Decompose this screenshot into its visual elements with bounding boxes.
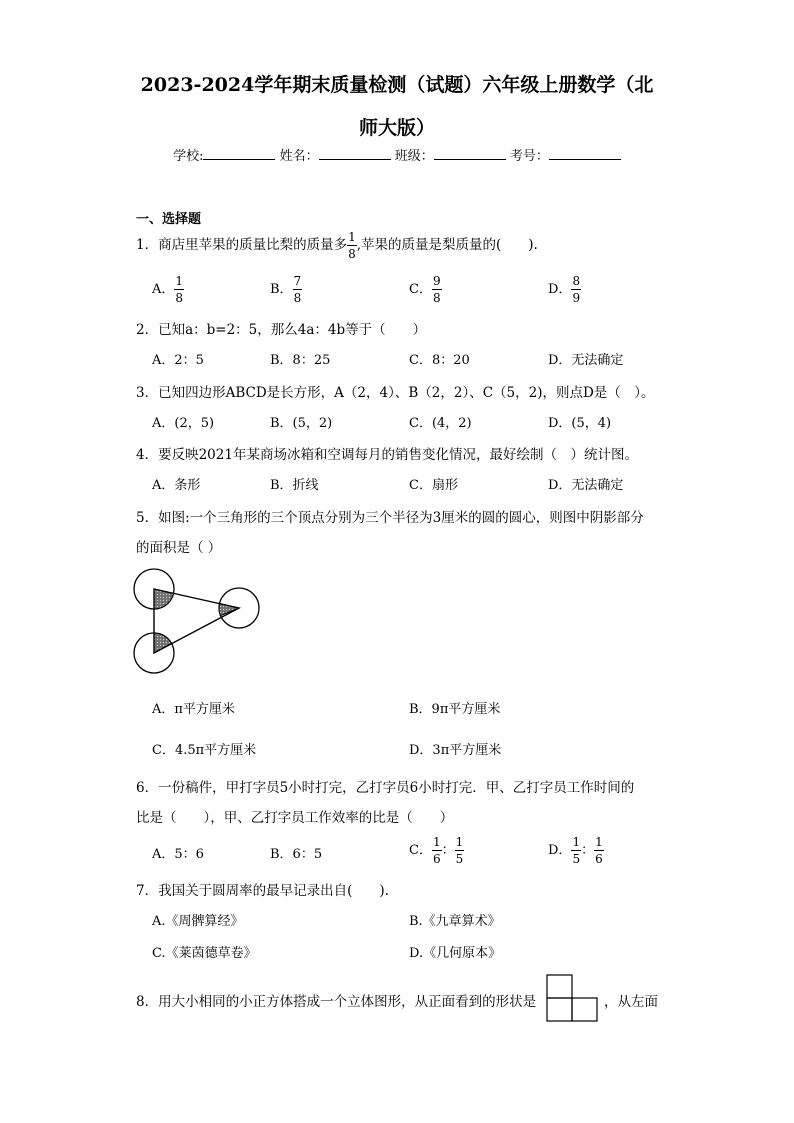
fraction [347,231,357,260]
q1-option-a[interactable] [152,275,184,304]
denominator: 6 [595,852,603,866]
number-blank[interactable] [549,147,621,160]
fraction [293,275,303,304]
denominator: 9 [572,291,581,305]
q4-option-d[interactable]: D．无法确定 [548,478,624,493]
q7-option-d[interactable]: D.《几何原本》 [409,946,502,961]
q5-option-a[interactable]: A．π平方厘米 [152,702,235,717]
fraction [571,836,581,865]
square-top-left [547,975,572,998]
fraction [455,836,465,865]
numerator: 8 [572,274,581,288]
school-blank[interactable] [203,147,275,160]
ratio-separator: ： [581,843,595,858]
q4-option-c[interactable]: C．扇形 [409,478,458,493]
front-view-shape-figure [546,974,600,1024]
option-label: C． [409,282,432,297]
question-6-line-2: 比是（ ），甲、乙打字员工作效率的比是（ ） [136,810,454,826]
denominator: 8 [432,291,441,305]
denominator: 8 [348,247,356,261]
question-4: 4．要反映2021年某商场冰箱和空调每月的销售变化情况，最好绘制（ ）统计图。 [136,447,638,463]
q6-option-d[interactable] [548,836,604,865]
q3-option-d[interactable]: D．(5，4) [548,416,612,431]
section-title: 一、选择题 [136,212,202,227]
numerator: 1 [348,230,356,244]
name-label: 姓名： [279,149,319,164]
square-bottom-right [572,998,597,1021]
q7-option-a[interactable]: A.《周髀算经》 [152,914,244,929]
numerator: 1 [572,835,581,849]
q3-option-c[interactable]: C．(4，2) [409,416,472,431]
q2-option-b[interactable]: B．8：25 [270,353,331,368]
numerator: 1 [455,835,464,849]
question-2: 2．已知a：b=2：5，那么4a：4b等于（ ） [136,322,427,338]
q2-option-a[interactable]: A．2：5 [152,353,204,368]
denominator: 6 [432,852,441,866]
fraction [432,275,442,304]
q1-option-b[interactable] [270,275,302,304]
title-line-1: 2023-2024学年期末质量检测（试题）六年级上册数学（北 [140,74,654,96]
q3-option-a[interactable]: A．(2，5) [152,416,215,431]
option-label: C． [409,843,432,858]
question-5-line-1: 5．如图:一个三角形的三个顶点分别为三个半径为3厘米的圆的圆心，则图中阴影部分 [136,510,644,526]
q5-option-b[interactable]: B．9π平方厘米 [409,702,501,717]
option-label: D． [548,282,572,297]
class-blank[interactable] [434,147,506,160]
three-circles-triangle-figure [126,560,266,680]
fraction [174,275,184,304]
question-6-line-1: 6．一份稿件，甲打字员5小时打完，乙打字员6小时打完．甲、乙打字员工作时间的 [136,780,635,796]
q5-option-d[interactable]: D．3π平方厘米 [409,743,502,758]
question-8-text-cont: ，从左面 [604,994,658,1010]
q4-option-b[interactable]: B．折线 [270,478,319,493]
question-1-text-pre: 1．商店里苹果的质量比梨的质量多 [136,237,348,253]
question-8-text: 8．用大小相同的小正方体搭成一个立体图形，从正面看到的形状是 [136,994,537,1010]
numerator: 1 [595,835,603,849]
student-info-line [0,145,794,164]
option-label: A． [152,282,175,297]
q6-option-c[interactable] [409,836,464,865]
fraction [594,836,604,865]
q7-option-c[interactable]: C.《莱茵德草卷》 [152,946,257,961]
q4-option-a[interactable]: A．条形 [152,478,201,493]
option-label: D． [548,843,572,858]
q7-option-b[interactable]: B.《九章算术》 [409,914,501,929]
option-label: B． [270,282,293,297]
title-line-2: 师大版） [358,117,435,139]
q1-option-d[interactable] [548,275,581,304]
numerator: 1 [432,835,441,849]
school-label: 学校: [173,149,204,164]
q5-option-c[interactable]: C．4.5π平方厘米 [152,743,257,758]
class-label: 班级： [394,149,434,164]
question-5-line-2: 的面积是（ ） [136,540,222,556]
denominator: 8 [293,291,302,305]
denominator: 5 [455,852,464,866]
denominator: 8 [175,291,184,305]
q6-option-a[interactable]: A．5：6 [152,847,204,862]
question-1 [136,231,538,260]
ratio-separator: ： [441,843,455,858]
number-label: 考号： [509,149,549,164]
numerator: 7 [293,274,302,288]
q1-option-c[interactable] [409,275,442,304]
q3-option-b[interactable]: B．(5，2) [270,416,333,431]
numerator: 9 [432,274,441,288]
denominator: 5 [572,852,581,866]
q2-option-c[interactable]: C．8：20 [409,353,470,368]
fraction [432,836,442,865]
question-7: 7．我国关于圆周率的最早记录出自( ). [136,883,389,899]
name-blank[interactable] [319,147,391,160]
numerator: 1 [175,274,184,288]
q2-option-d[interactable]: D．无法确定 [548,353,624,368]
question-3: 3．已知四边形ABCD是长方形，A（2，4）、B（2，2）、C（5，2)，则点D是（ ）。 [136,385,655,401]
question-1-text-post: ,苹果的质量是梨质量的( ). [356,237,538,253]
square-bottom-left [547,998,572,1021]
q6-option-b[interactable]: B．6：5 [270,847,323,862]
shaded-sector-bottom [154,633,172,653]
fraction [571,275,581,304]
